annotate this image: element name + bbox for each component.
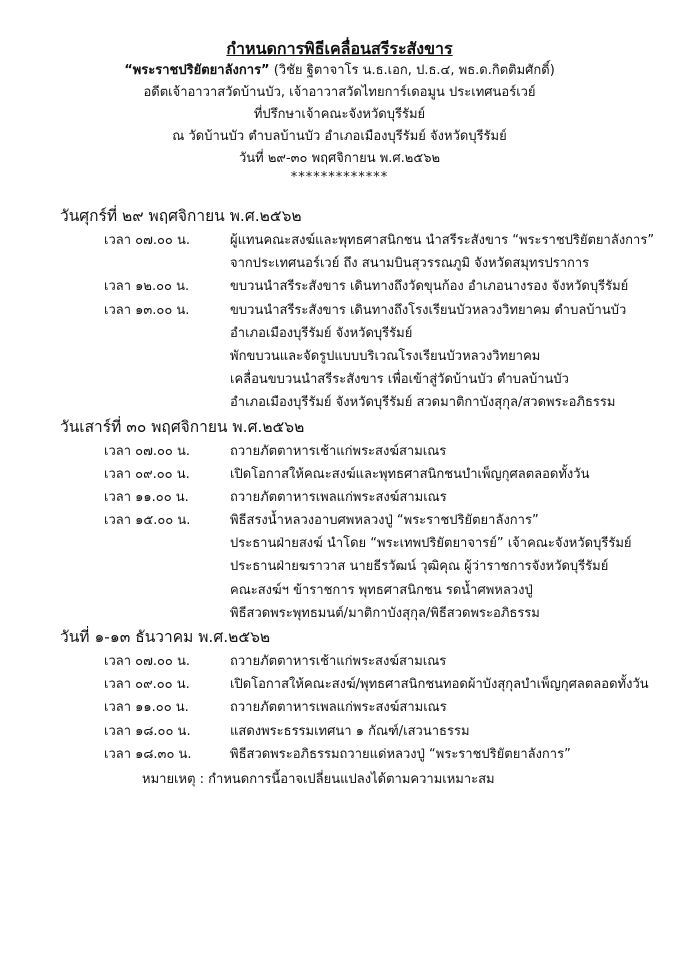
item-text: พิธีสรงน้ำหลวงอาบศพหลวงปู่ “พระราชปริยัตยาลังการ”	[230, 513, 539, 529]
item-time: เวลา ๐๗.๐๐ น.	[104, 233, 191, 248]
schedule-item	[60, 673, 660, 696]
item-text: จากประเทศนอร์เวย์ ถึง สนามบินสุวรรณภูมิ จังหวัดสมุทรปราการ	[230, 256, 590, 272]
item-time: เวลา ๑๑.๐๐ น.	[104, 700, 189, 716]
item-text: ถวายภัตตาหารเช้าแก่พระสงฆ์สามเณร	[230, 443, 447, 459]
day-heading: วันที่ ๑-๑๓ ธันวาคม พ.ศ.๒๕๖๒	[60, 628, 271, 646]
item-text: ประธานฝ่ายสงฆ์ นำโดย “พระเทพปริยัตยาจารย์” เจ้าคณะจังหวัดบุรีรัมย์	[230, 536, 632, 552]
item-time: เวลา ๐๙.๐๐ น.	[104, 677, 190, 693]
header-line-2: อดีตเจ้าอาวาสวัดบ้านบัว, เจ้าอาวาสวัดไทยการ์เดอมูน ประเทศนอร์เวย์	[143, 85, 536, 100]
item-text: พักขบวนและจัดรูปแบบบริเวณโรงเรียนบัวหลวงวิทยาคม	[230, 348, 541, 364]
day-heading: วันเสาร์ที่ ๓๐ พฤศจิกายน พ.ศ.๒๕๖๒	[60, 417, 305, 436]
honorific-name: “พระราชปริยัตยาลังการ”	[124, 63, 270, 78]
item-text: ถวายภัตตาหารเพลแก่พระสงฆ์สามเณร	[230, 700, 447, 716]
schedule-item	[60, 720, 660, 743]
item-text: ขบวนนำสรีระสังขาร เดินทางถึงโรงเรียนบัวหลวงวิทยาคม ตำบลบ้านบัว	[230, 302, 627, 318]
item-time: เวลา ๑๕.๐๐ น.	[104, 513, 191, 529]
item-text: คณะสงฆ์ฯ ข้าราชการ พุทธศาสนิกชน รดน้ำศพหลวงปู่	[230, 582, 533, 598]
header-line-3: ที่ปรึกษาเจ้าคณะจังหวัดบุรีรัมย์	[253, 107, 426, 122]
item-text: ผู้แทนคณะสงฆ์และพุทธศาสนิกชน นำสรีระสังขาร “พระราชปริยัตยาลังการ”	[230, 233, 655, 248]
item-time: เวลา ๑๒.๐๐ น.	[104, 279, 190, 295]
item-text: แสดงพระธรรมเทศนา ๑ กัณฑ์/เสวนาธรรม	[230, 723, 470, 739]
item-time: เวลา ๑๑.๐๐ น.	[104, 489, 189, 505]
schedule-item	[60, 486, 660, 509]
item-time: เวลา ๑๓.๐๐ น.	[104, 302, 190, 318]
schedule-item	[60, 509, 660, 625]
schedule-item	[60, 299, 660, 415]
item-time: เวลา ๑๘.๓๐ น.	[104, 746, 192, 762]
schedule-item	[60, 650, 660, 673]
schedule	[60, 204, 660, 791]
footnote: หมายเหตุ : กำหนดการนี้อาจเปลี่ยนแปลงได้ตามความเหมาะสม	[142, 771, 495, 787]
item-text: ขบวนนำสรีระสังขาร เดินทางถึงวัดขุนก้อง อำเภอนางรอง จังหวัดบุรีรัมย์	[230, 279, 629, 295]
item-text: ประธานฝ่ายฆราวาส นายธีรวัฒน์ วุฒิคุณ ผู้ว่าราชการจังหวัดบุรีรัมย์	[230, 559, 609, 575]
schedule-item	[60, 696, 660, 719]
document-header	[0, 38, 679, 186]
header-line-1-rest: (วิชัย ฐิตาจาโร น.ธ.เอก, ป.ธ.๔, พธ.ด.กิตติมศักดิ์)	[269, 63, 555, 78]
item-text: อำเภอเมืองบุรีรัมย์ จังหวัดบุรีรัมย์	[230, 325, 413, 341]
schedule-item	[60, 275, 660, 298]
day-heading: วันศุกร์ที่ ๒๙ พฤศจิกายน พ.ศ.๒๕๖๒	[60, 207, 302, 225]
item-text: เคลื่อนขบวนนำสรีระสังขาร เพื่อเข้าสู่วัดบ้านบัว ตำบลบ้านบัว	[230, 372, 569, 388]
schedule-item	[60, 463, 660, 486]
schedule-item	[60, 229, 660, 275]
item-text: ถวายภัตตาหารเช้าแก่พระสงฆ์สามเณร	[230, 654, 447, 669]
item-text: ถวายภัตตาหารเพลแก่พระสงฆ์สามเณร	[230, 489, 447, 505]
item-time: เวลา ๐๗.๐๐ น.	[104, 443, 191, 459]
item-text: อำเภอเมืองบุรีรัมย์ จังหวัดบุรีรัมย์ สวดมาติกาบังสุกุล/สวดพระอภิธรรม	[230, 395, 616, 411]
header-line-4: ณ วัดบ้านบัว ตำบลบ้านบัว อำเภอเมืองบุรีรัมย์ จังหวัดบุรีรัมย์	[172, 129, 507, 144]
item-text: พิธีสวดพระอภิธรรมถวายแด่หลวงปู่ “พระราชปริยัตยาลังการ”	[230, 746, 571, 762]
document-title: กำหนดการพิธีเคลื่อนสรีระสังขาร	[226, 39, 453, 58]
header-line-1	[0, 60, 679, 82]
schedule-item	[60, 743, 660, 766]
item-text: เปิดโอกาสให้คณะสงฆ์/พุทธศาสนิกชนทอดผ้าบังสุกุลบำเพ็ญกุศลตลอดทั้งวัน	[230, 677, 649, 693]
item-time: เวลา ๐๗.๐๐ น.	[104, 654, 191, 669]
item-text: พิธีสวดพระพุทธมนต์/มาติกาบังสุกุล/พิธีสวดพระอภิธรรม	[230, 605, 540, 621]
item-time: เวลา ๐๙.๐๐ น.	[104, 466, 190, 482]
item-text: เปิดโอกาสให้คณะสงฆ์และพุทธศาสนิกชนบำเพ็ญกุศลตลอดทั้งวัน	[230, 466, 590, 482]
separator-stars: *************	[290, 170, 389, 185]
header-line-5: วันที่ ๒๙-๓๐ พฤศจิกายน พ.ศ.๒๕๖๒	[238, 151, 441, 166]
schedule-item	[60, 440, 660, 463]
item-time: เวลา ๑๘.๐๐ น.	[104, 723, 191, 739]
